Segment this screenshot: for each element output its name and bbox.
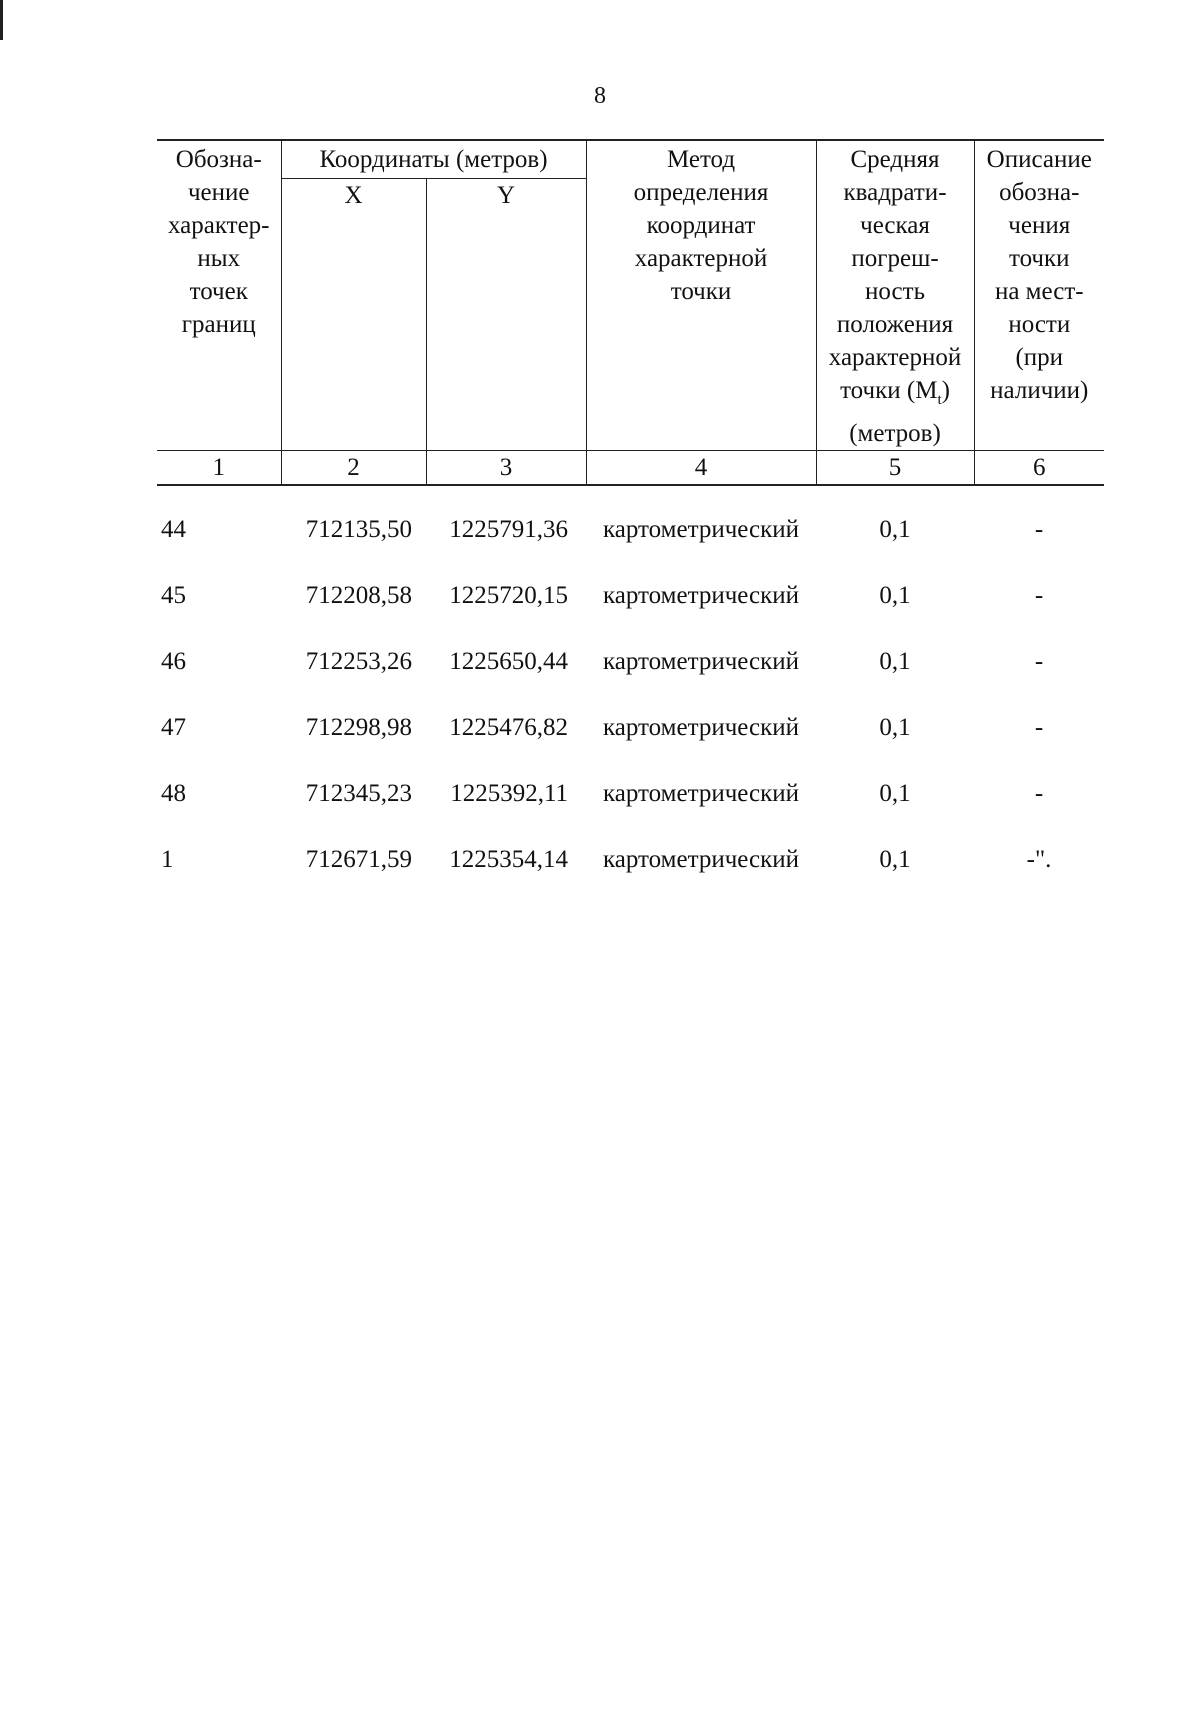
header-y: Y <box>426 178 586 450</box>
cell-error: 0,1 <box>879 845 911 873</box>
cell-x: 712253,26 <box>305 647 412 675</box>
cell-point: 46 <box>161 647 186 675</box>
column-number: 2 <box>281 451 426 486</box>
cell-x: 712208,58 <box>305 581 412 609</box>
cell-point: 48 <box>161 779 186 807</box>
cell-method: картометрический <box>603 845 799 873</box>
cell-method: картометрический <box>603 515 799 543</box>
cell-x: 712135,50 <box>305 515 412 543</box>
cell-y: 1225392,11 <box>450 779 569 807</box>
cell-error: 0,1 <box>879 779 911 807</box>
header-point-designation: Обозна- чение характер- ных точек границ <box>157 140 281 451</box>
cell-y: 1225354,14 <box>449 845 569 873</box>
column-number: 4 <box>586 451 816 486</box>
cell-error: 0,1 <box>879 515 911 543</box>
cell-y: 1225720,15 <box>449 581 569 609</box>
cell-y: 1225791,36 <box>449 515 569 543</box>
cell-error: 0,1 <box>879 713 911 741</box>
cell-x: 712345,23 <box>305 779 412 807</box>
column-number: 1 <box>157 451 281 486</box>
page-number: 8 <box>594 83 606 109</box>
cell-point: 45 <box>161 581 186 609</box>
column-number: 3 <box>426 451 586 486</box>
cell-x: 712298,98 <box>305 713 412 741</box>
cell-y: 1225476,82 <box>449 713 569 741</box>
cell-description: - <box>1034 713 1044 741</box>
cell-y: 1225650,44 <box>449 647 569 675</box>
page-edge-mark <box>0 0 3 40</box>
cell-description: - <box>1034 779 1044 807</box>
cell-method: картометрический <box>603 581 799 609</box>
header-method: Метод определения координат характерной точки <box>586 140 816 451</box>
cell-method: картометрический <box>603 779 799 807</box>
column-number: 5 <box>816 451 974 486</box>
header-error-point: точки (M <box>840 377 938 404</box>
table-row <box>157 562 1104 628</box>
coordinates-table <box>157 139 1104 892</box>
header-error-text: Средняя квадрати- ческая погреш- ность положения характерной <box>828 146 962 371</box>
table-row <box>157 485 1104 562</box>
header-error-units: (метров) <box>849 420 941 447</box>
table-header <box>157 140 1104 485</box>
header-error <box>816 140 974 451</box>
column-numbers-row <box>157 451 1104 486</box>
table-row <box>157 826 1104 892</box>
cell-point: 44 <box>161 515 186 543</box>
cell-point: 1 <box>161 845 174 873</box>
table-row <box>157 760 1104 826</box>
cell-error: 0,1 <box>879 581 911 609</box>
cell-error: 0,1 <box>879 647 911 675</box>
table-body <box>157 485 1104 892</box>
header-description: Описание обозна- чения точки на мест- ности (при наличии) <box>974 140 1104 451</box>
header-error-subscript: t <box>937 392 942 408</box>
table-row <box>157 628 1104 694</box>
cell-description: - <box>1034 647 1044 675</box>
cell-point: 47 <box>161 713 186 741</box>
cell-description: - <box>1034 515 1044 543</box>
cell-description: -". <box>1026 845 1052 873</box>
cell-method: картометрический <box>603 647 799 675</box>
column-number: 6 <box>974 451 1104 486</box>
header-error-close: ) <box>941 377 950 404</box>
header-x: X <box>281 178 426 450</box>
header-coordinates: Координаты (метров) <box>281 140 586 178</box>
cell-x: 712671,59 <box>305 845 412 873</box>
cell-description: - <box>1034 581 1044 609</box>
cell-method: картометрический <box>603 713 799 741</box>
table-row <box>157 694 1104 760</box>
